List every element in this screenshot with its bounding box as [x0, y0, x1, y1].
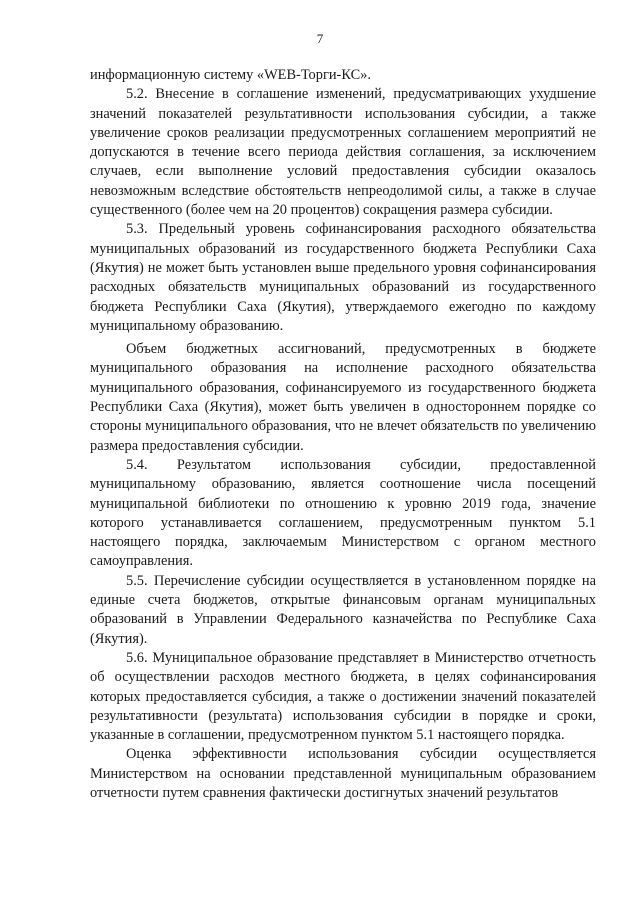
- paragraph-5-3: 5.3. Предельный уровень софинансирования расходного обязательства муниципальных образований из государственного бюджета Республики Саха (Якутия) не может быть установлен выше предельного уровня софинансирования расходных обязательств муниципальных образований из государственного бюджета Республики Саха (Якутия), утверждаемого ежегодно по каждому муниципальному образованию.: [90, 221, 596, 334]
- paragraph-5-2: 5.2. Внесение в соглашение изменений, предусматривающих ухудшение значений показателей результативности использования субсидии, а также увеличение сроков реализации предусмотренных соглашением мероприятий не допускаются в течение всего периода действия соглашения, за исключением случаев, если выполнение условий предоставления субсидии оказалось невозможным вследствие обстоятельств непреодолимой силы, а также в случае существенного (более чем на 20 процентов) сокращения размера субсидии.: [90, 86, 596, 219]
- paragraph-budget-allocation: Объем бюджетных ассигнований, предусмотренных в бюджете муниципального образования на исполнение расходного обязательства муниципального образования, софинансируемого из государственного бюджета Республики Саха (Якутия), может быть увеличен в одностороннем порядке со стороны муниципального образования, что не влечет обязательств по увеличению размера предоставления субсидии.: [90, 341, 596, 454]
- paragraph-continuation: информационную систему «WEB-Торги-КС».: [90, 67, 371, 83]
- paragraph-efficiency-evaluation: Оценка эффективности использования субсидии осуществляется Министерством на основании представленной муниципальным образованием отчетности путем сравнения фактически достигнутых значений результатов: [90, 746, 596, 801]
- document-body: [90, 66, 596, 803]
- paragraph-5-4: 5.4. Результатом использования субсидии, предоставленной муниципальному образованию, является соотношение числа посещений муниципальной библиотеки по отношению к уровню 2019 года, значение которого устанавливается соглашением, предусмотренным пунктом 5.1 настоящего порядка, заключаемым Министерством с органом местного самоуправления.: [90, 456, 596, 570]
- paragraph-5-5: 5.5. Перечисление субсидии осуществляется в установленном порядке на единые счета бюджетов, открытые финансовым органам муниципальных образований в Управлении Федерального казначейства по Республике Саха (Якутия).: [90, 572, 596, 647]
- page-number: 7: [316, 31, 324, 46]
- paragraph-5-6: 5.6. Муниципальное образование представляет в Министерство отчетность об осуществлении расходов местного бюджета, в целях софинансирования которых предоставляется субсидия, а также о достижении значений показателей результативности (результата) использования субсидии в порядке и сроки, указанные в соглашении, предусмотренном пунктом 5.1 настоящего порядка.: [90, 649, 596, 744]
